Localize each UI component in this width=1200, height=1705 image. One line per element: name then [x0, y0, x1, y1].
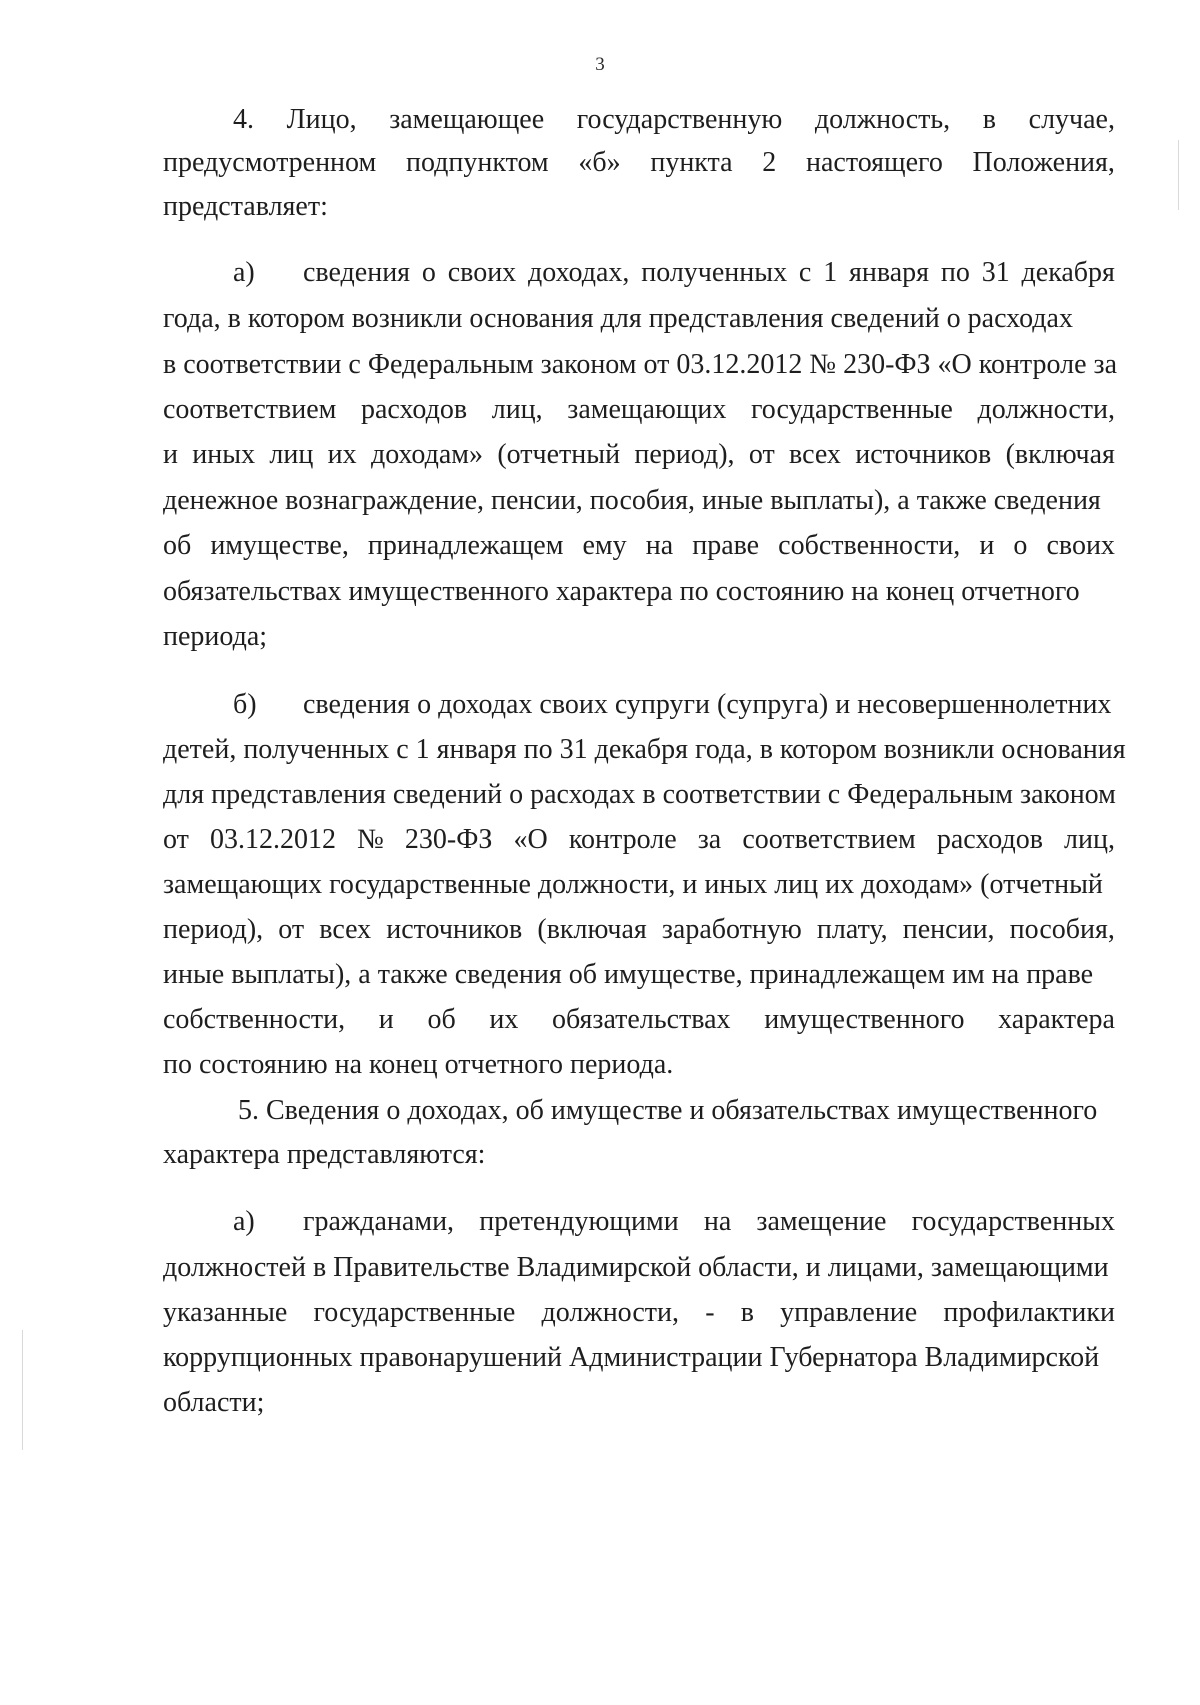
scan-edge-mark — [1178, 140, 1179, 210]
subparagraph-5a-line-1-text — [303, 1205, 1115, 1239]
word: замещающее — [389, 104, 545, 135]
word: лиц — [269, 439, 314, 470]
word: 31 — [981, 257, 1010, 288]
word: всех — [319, 914, 372, 945]
page-number: 3 — [595, 54, 605, 75]
subparagraph-5a-line-4: коррупционных правонарушений Администрации Губернатора Владимирской — [163, 1342, 1100, 1373]
word: № — [357, 824, 384, 855]
subparagraph-4a-label: а) — [233, 257, 255, 288]
word: подпунктом — [405, 147, 549, 178]
word: с — [798, 257, 812, 288]
word: об — [163, 530, 192, 561]
word: на — [703, 1206, 732, 1237]
subparagraph-4a-line-6: денежное вознаграждение, пенсии, пособия, иные выплаты), а также сведения — [163, 485, 1101, 516]
word: от — [163, 824, 189, 855]
word: на — [645, 530, 674, 561]
word: государственные — [751, 394, 953, 425]
word: 03.12.2012 — [209, 824, 336, 855]
word: принадлежащем — [367, 530, 564, 561]
subparagraph-4b-line-7: иные выплаты), а также сведения об имуществе, принадлежащем им на праве — [163, 959, 1094, 990]
subparagraph-4a-line-4 — [163, 393, 1115, 427]
word: (отчетный — [497, 439, 621, 470]
word: государственные — [313, 1297, 516, 1328]
word: января — [849, 257, 930, 288]
word: имуществе, — [210, 530, 349, 561]
word: сведения — [303, 257, 411, 288]
word: (включая — [537, 914, 647, 945]
word: замещающих — [567, 394, 727, 425]
word: - — [705, 1297, 715, 1328]
word: пособия, — [1009, 914, 1115, 945]
word: доходах, — [528, 257, 630, 288]
word: собственности, — [163, 1004, 346, 1035]
word: гражданами, — [303, 1206, 455, 1237]
paragraph-4-line-2 — [163, 146, 1115, 180]
word: доходам» — [370, 439, 484, 470]
subparagraph-4a-line-8: обязательствах имущественного характера по состоянию на конец отчетного — [163, 576, 1080, 607]
word: случае, — [1028, 104, 1115, 135]
word: их — [327, 439, 357, 470]
paragraph-4-line-3: представляет: — [163, 191, 328, 222]
subparagraph-4a-line-2: года, в котором возникли основания для представления сведений о расходах — [163, 303, 1073, 334]
word: всех — [789, 439, 841, 470]
word: расходов — [936, 824, 1043, 855]
scan-edge-mark — [22, 1330, 23, 1450]
subparagraph-4b-line-4 — [163, 823, 1115, 857]
paragraph-5-line-1: 5. Сведения о доходах, об имуществе и обязательствах имущественного — [238, 1095, 1098, 1126]
word: источников — [386, 914, 523, 945]
subparagraph-5a-line-3 — [163, 1296, 1115, 1330]
paragraph-4-line-1 — [163, 103, 1115, 137]
word: заработную — [661, 914, 802, 945]
word: должность, — [814, 104, 951, 135]
word: «б» — [578, 147, 621, 178]
subparagraph-5a-line-2: должностей в Правительстве Владимирской области, и лицами, замещающими — [163, 1252, 1109, 1283]
subparagraph-4b-line-8 — [163, 1003, 1115, 1037]
word: «О — [513, 824, 548, 855]
paragraph-5-line-2: характера представляются: — [163, 1139, 486, 1170]
subparagraph-4b-line-9: по состоянию на конец отчетного периода. — [163, 1049, 674, 1080]
word: настоящего — [805, 147, 943, 178]
subparagraph-4b-line-1 — [163, 688, 1115, 722]
word: Лицо, — [286, 104, 357, 135]
word: о — [1013, 530, 1028, 561]
word: по — [940, 257, 970, 288]
word: и — [163, 439, 178, 470]
word: их — [489, 1004, 519, 1035]
subparagraph-4a-line-1 — [163, 256, 1115, 290]
word: своих — [1046, 530, 1115, 561]
word: период), — [634, 439, 735, 470]
subparagraph-4b-label: б) — [233, 689, 257, 720]
word: должности, — [541, 1297, 680, 1328]
word: 4. — [233, 104, 254, 135]
subparagraph-4a-line-7 — [163, 529, 1115, 563]
word: должности, — [977, 394, 1115, 425]
word: плату, — [816, 914, 888, 945]
subparagraph-4a-line-1-text — [303, 256, 1115, 290]
word: соответствием — [163, 394, 337, 425]
word: о — [421, 257, 436, 288]
word: контроле — [568, 824, 677, 855]
word: претендующими — [479, 1206, 679, 1237]
word: имущественного — [764, 1004, 965, 1035]
subparagraph-4a-line-9: периода; — [163, 621, 268, 652]
word: (включая — [1005, 439, 1115, 470]
word: пенсии, — [902, 914, 995, 945]
word: ему — [582, 530, 627, 561]
word: и — [378, 1004, 394, 1035]
word: 2 — [762, 147, 777, 178]
word: государственную — [576, 104, 783, 135]
subparagraph-4b-line-1-text: сведения о доходах своих супруги (супруга) и несовершеннолетних — [303, 689, 1112, 720]
subparagraph-5a-line-5: области; — [163, 1387, 265, 1418]
word: государственных — [911, 1206, 1115, 1237]
word: иных — [192, 439, 256, 470]
word: расходов — [361, 394, 468, 425]
word: в — [740, 1297, 754, 1328]
word: обязательствах — [551, 1004, 731, 1035]
word: от — [278, 914, 305, 945]
word: об — [427, 1004, 456, 1035]
word: праве — [692, 530, 760, 561]
word: 230-ФЗ — [404, 824, 493, 855]
word: замещение — [756, 1206, 887, 1237]
subparagraph-4b-line-2: детей, полученных с 1 января по 31 декабря года, в котором возникли основания — [163, 734, 1126, 765]
word: предусмотренном — [163, 147, 377, 178]
word: профилактики — [943, 1297, 1115, 1328]
word: источников — [855, 439, 992, 470]
word: указанные — [163, 1297, 288, 1328]
word: своих — [447, 257, 517, 288]
word: период), — [163, 914, 264, 945]
subparagraph-4b-line-5: замещающих государственные должности, и иных лиц их доходам» (отчетный — [163, 869, 1103, 900]
word: лиц, — [491, 394, 543, 425]
subparagraph-5a-line-1 — [163, 1205, 1115, 1239]
word: декабря — [1021, 257, 1115, 288]
subparagraph-4b-line-6 — [163, 913, 1115, 947]
word: управление — [780, 1297, 918, 1328]
word: и — [979, 530, 995, 561]
subparagraph-4a-line-3: в соответствии с Федеральным законом от 03.12.2012 № 230-ФЗ «О контроле за — [163, 349, 1118, 380]
word: в — [982, 104, 997, 135]
word: соответствием — [742, 824, 916, 855]
word: пункта — [650, 147, 733, 178]
word: от — [748, 439, 775, 470]
subparagraph-4b-line-3: для представления сведений о расходах в соответствии с Федеральным законом — [163, 779, 1116, 810]
word: полученных — [641, 257, 788, 288]
word: 1 — [823, 257, 838, 288]
word: лиц, — [1064, 824, 1115, 855]
subparagraph-5a-label: а) — [233, 1206, 255, 1237]
subparagraph-4a-line-5 — [163, 438, 1115, 472]
word: характера — [998, 1004, 1115, 1035]
word: собственности, — [778, 530, 961, 561]
word: за — [697, 824, 722, 855]
word: Положения, — [972, 147, 1115, 178]
